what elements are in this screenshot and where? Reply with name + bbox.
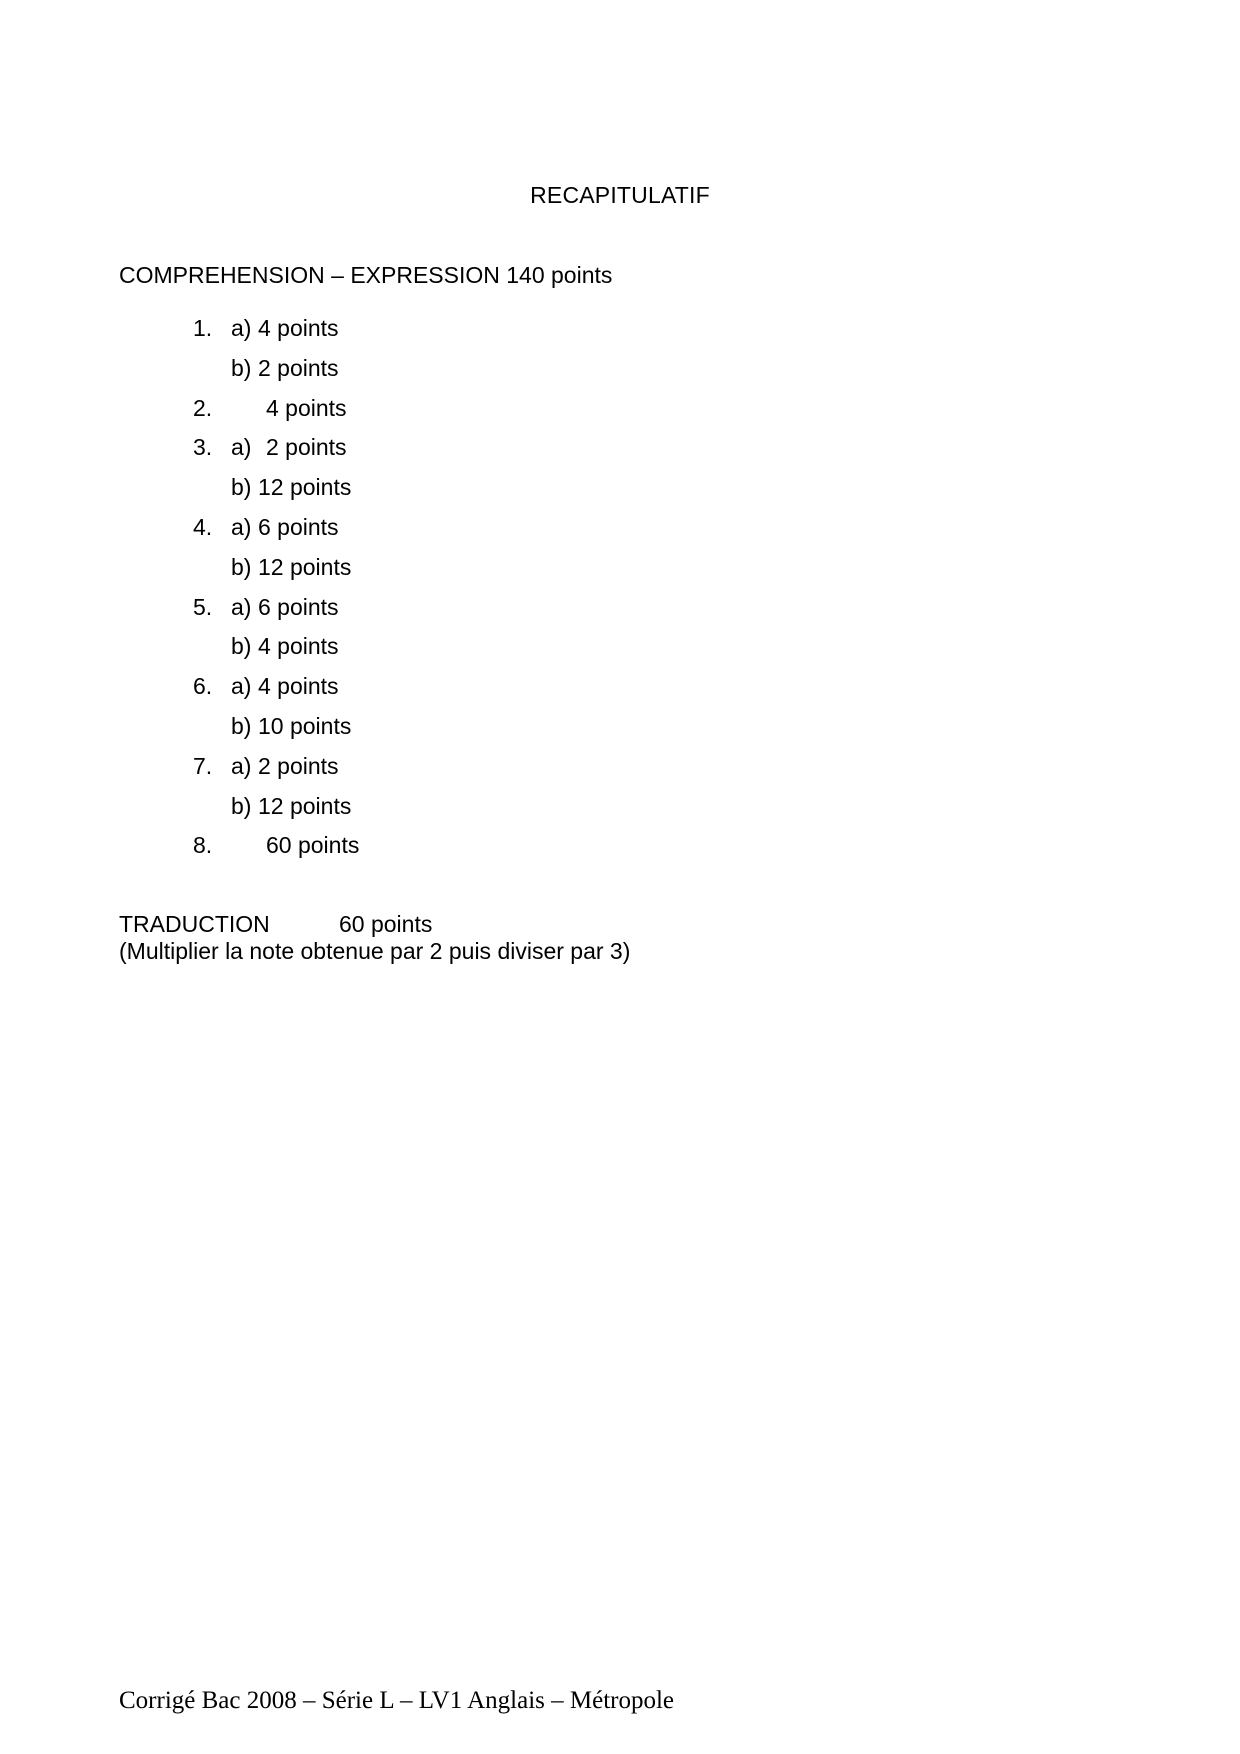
- item-points: 2 points: [258, 752, 339, 779]
- list-item: [0, 632, 1240, 672]
- list-item: [0, 394, 1240, 434]
- item-number: 1.: [193, 315, 213, 341]
- item-points: 2 points: [266, 434, 347, 461]
- item-part: b): [231, 712, 252, 739]
- item-part: a): [231, 315, 252, 341]
- item-part: b): [231, 354, 252, 381]
- item-part: a): [231, 593, 252, 620]
- item-number: 5.: [193, 593, 213, 620]
- translation-label: TRADUCTION: [119, 911, 270, 937]
- item-number: 8.: [193, 832, 213, 859]
- item-part: b): [231, 792, 252, 819]
- item-points: 10 points: [258, 712, 352, 739]
- item-points: 4 points: [258, 633, 339, 660]
- item-points: 4 points: [266, 394, 347, 421]
- item-points: 12 points: [258, 792, 352, 819]
- list-item: [0, 553, 1240, 593]
- item-number: 2.: [193, 394, 213, 421]
- list-item: [0, 513, 1240, 553]
- list-item: [0, 752, 1240, 792]
- item-part: b): [231, 553, 252, 580]
- item-points: 4 points: [258, 315, 339, 341]
- list-item: [0, 354, 1240, 394]
- item-part: b): [231, 474, 252, 501]
- item-points: 60 points: [266, 832, 360, 859]
- list-item: [0, 473, 1240, 513]
- translation-note: (Multiplier la note obtenue par 2 puis diviser par 3): [119, 938, 631, 964]
- translation-points: 60 points: [339, 911, 433, 937]
- list-item: [0, 672, 1240, 712]
- list-item: [0, 433, 1240, 473]
- list-item: [0, 712, 1240, 752]
- item-points: 2 points: [258, 354, 339, 381]
- item-part: a): [231, 434, 252, 461]
- section-heading: COMPREHENSION – EXPRESSION 140 points: [119, 262, 613, 288]
- page-footer: Corrigé Bac 2008 – Série L – LV1 Anglais – Métropole: [119, 1687, 675, 1714]
- item-number: 4.: [193, 513, 213, 540]
- list-item: [0, 792, 1240, 832]
- item-part: a): [231, 513, 252, 540]
- item-number: 3.: [193, 434, 213, 461]
- list-item: [0, 593, 1240, 633]
- item-number: 7.: [193, 752, 213, 779]
- page-title: RECAPITULATIF: [530, 182, 710, 208]
- item-part: b): [231, 633, 252, 660]
- item-points: 12 points: [258, 474, 352, 501]
- item-number: 6.: [193, 673, 213, 700]
- list-item: [0, 314, 1240, 354]
- item-points: 4 points: [258, 673, 339, 700]
- item-part: a): [231, 752, 252, 779]
- list-item: [0, 831, 1240, 871]
- item-points: 12 points: [258, 553, 352, 580]
- points-list: [0, 314, 1240, 871]
- item-points: 6 points: [258, 513, 339, 540]
- item-part: a): [231, 673, 252, 700]
- item-points: 6 points: [258, 593, 339, 620]
